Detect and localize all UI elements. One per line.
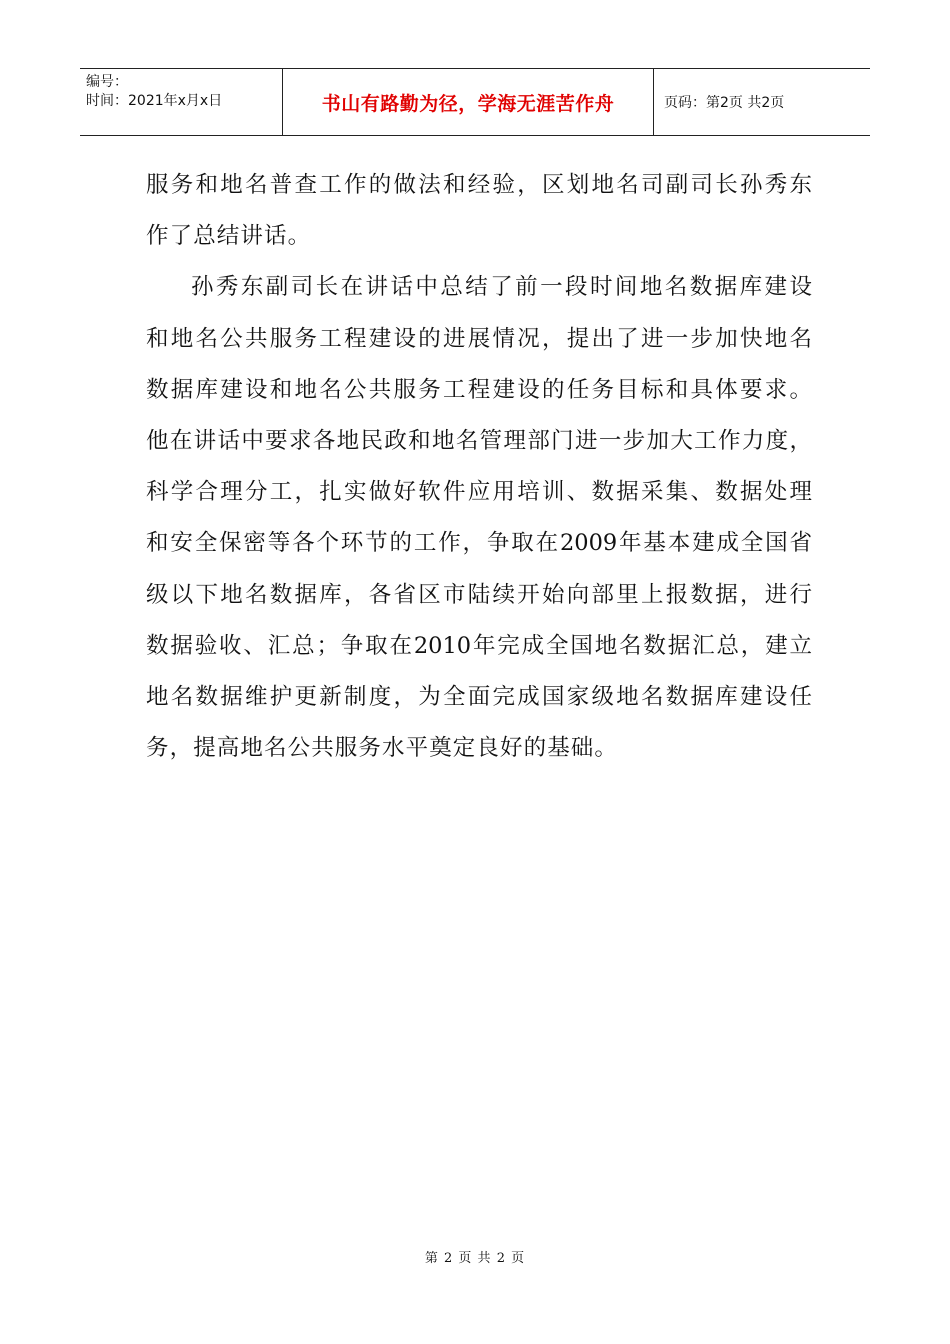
document-number-label: 编号：: [86, 74, 128, 90]
body-line: 服务和地名普查工作的做法和经验，区划地名司副司长孙秀东: [146, 172, 812, 198]
body-line: 数据库建设和地名公共服务工程建设的任务目标和具体要求。: [146, 376, 812, 403]
document-header: [80, 68, 870, 136]
body-line: 作了总结讲话。: [146, 223, 312, 250]
body-line: 科学合理分工，扎实做好软件应用培训、数据采集、数据处理: [146, 479, 812, 506]
document-body: [146, 160, 812, 774]
document-time-label: 时间：2021年x月x日: [86, 93, 223, 109]
body-line: 务，提高地名公共服务水平奠定良好的基础。: [146, 735, 619, 762]
page-footer: 第 2 页 共 2 页: [424, 1251, 526, 1266]
body-line: 他在讲话中要求各地民政和地名管理部门进一步加大工作力度，: [146, 427, 812, 454]
header-page-number: 页码：第2页 共2页: [664, 95, 785, 111]
body-line: 级以下地名数据库，各省区市陆续开始向部里上报数据，进行: [146, 581, 812, 608]
body-line: 孙秀东副司长在讲话中总结了前一段时间地名数据库建设: [191, 274, 812, 301]
body-line: 地名数据维护更新制度，为全面完成国家级地名数据库建设任: [146, 683, 812, 710]
body-line: 和安全保密等各个环节的工作，争取在2009年基本建成全国省: [146, 530, 812, 557]
header-motto: 书山有路勤为径，学海无涯苦作舟: [282, 69, 654, 135]
header-meta: [80, 69, 282, 135]
body-line: 数据验收、汇总；争取在2010年完成全国地名数据汇总，建立: [146, 632, 812, 659]
body-line: 和地名公共服务工程建设的进展情况，提出了进一步加快地名: [146, 325, 812, 352]
